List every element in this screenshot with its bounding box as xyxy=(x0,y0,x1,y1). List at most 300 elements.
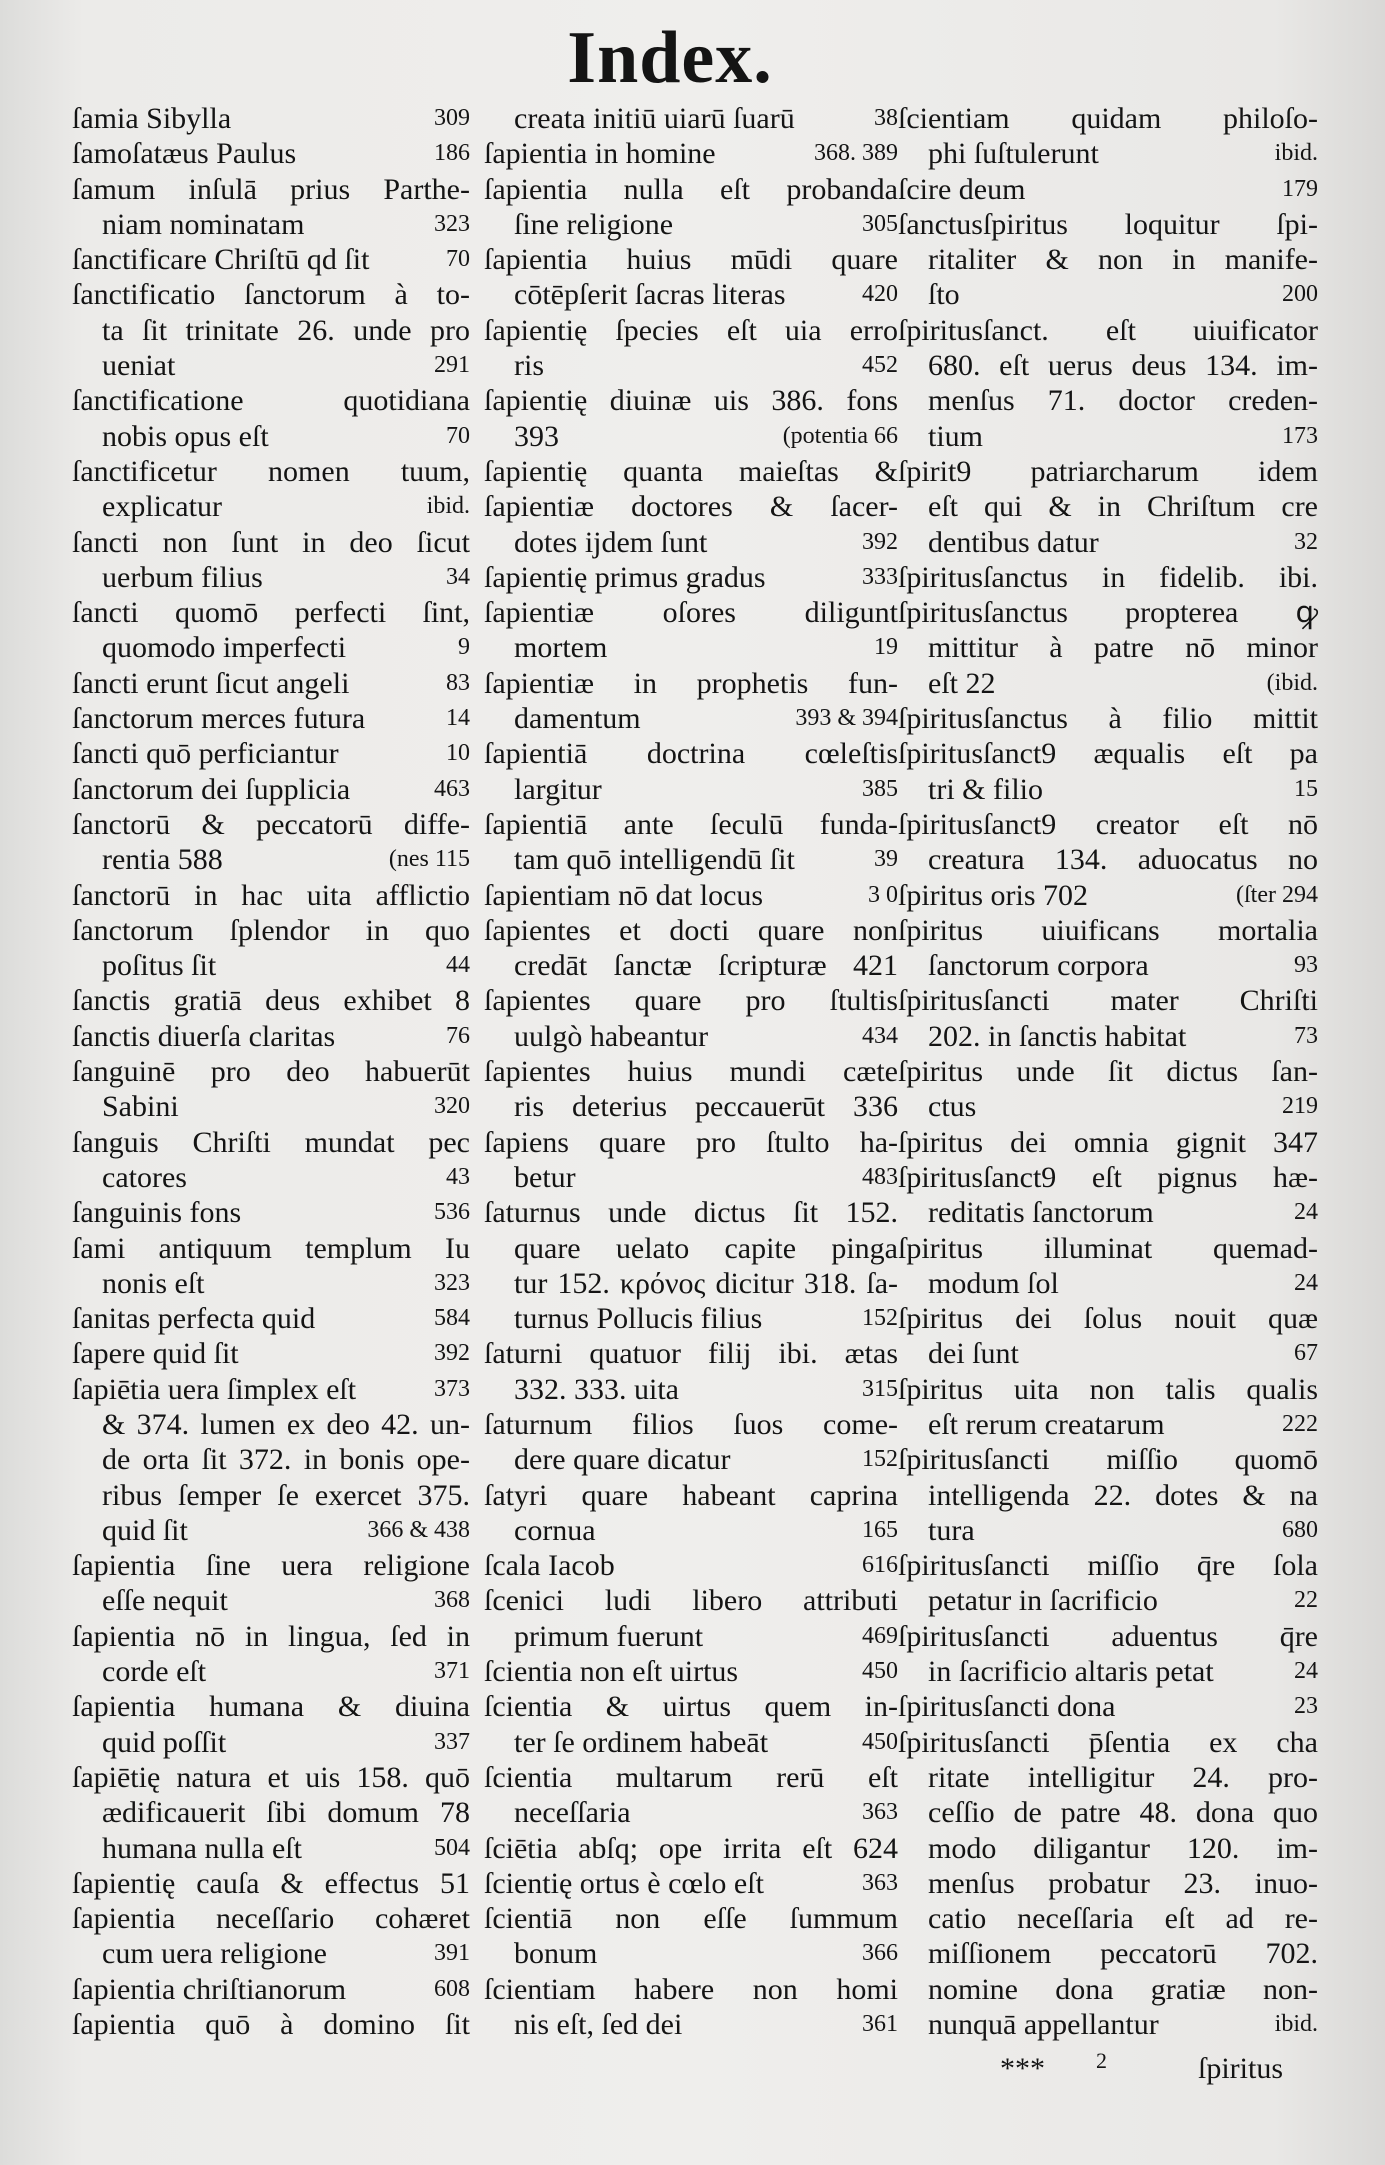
entry-text: de orta ſit 372. in bonis ope- xyxy=(102,1443,470,1477)
page-reference: (potentia 66 xyxy=(782,422,898,449)
page-reference: 391 xyxy=(434,1940,470,1967)
entry-text: ſpiritusſanctus à filio mittit xyxy=(898,702,1318,736)
entry-text: ctus xyxy=(928,1090,977,1124)
entry-text: tri & filio xyxy=(928,772,1043,806)
index-entry-line xyxy=(898,913,1318,948)
page-reference: 24 xyxy=(1294,1199,1318,1226)
page-reference: 363 xyxy=(862,1869,898,1896)
entry-text: betur xyxy=(514,1160,576,1194)
index-entry-line xyxy=(72,1195,470,1230)
index-entry-line xyxy=(72,1231,470,1266)
index-entry-line xyxy=(898,242,1318,277)
entry-text: ſancti quomō perfecti ſint, xyxy=(72,596,470,630)
page-reference: 76 xyxy=(446,1022,470,1049)
page-reference: 43 xyxy=(446,1163,470,1190)
entry-text: ſpiritusſancti miſſio q̄re ſola xyxy=(898,1549,1318,1583)
entry-text: ſcientia & uirtus quem in- xyxy=(484,1690,898,1724)
entry-text: ſpiritusſancti p̄ſentia ex cha xyxy=(898,1725,1318,1759)
index-entry-line xyxy=(72,101,470,136)
index-entry-line xyxy=(484,1831,898,1866)
entry-text: cōtēpſerit ſacras literas xyxy=(514,278,786,312)
index-entry-line xyxy=(72,1901,470,1936)
index-entry-line xyxy=(72,666,470,701)
index-entry-line xyxy=(898,842,1318,877)
entry-text: primum fuerunt xyxy=(514,1619,704,1653)
page-reference: 333 xyxy=(862,563,898,590)
page-reference: 19 xyxy=(874,634,898,661)
index-entry-line xyxy=(72,1654,470,1689)
entry-text: ſpiritus illuminat quemad- xyxy=(898,1231,1318,1265)
index-entry-line xyxy=(898,595,1318,630)
page-reference: 24 xyxy=(1294,1269,1318,1296)
entry-text: ſapiētię natura et uis 158. quō xyxy=(72,1760,470,1794)
page-reference: 39 xyxy=(874,846,898,873)
entry-text: ſanctificatio ſanctorum à to- xyxy=(72,278,470,312)
entry-text: ſapientię diuinæ uis 386. fons xyxy=(484,384,898,418)
entry-text: eſt qui & in Chriſtum cre xyxy=(928,490,1318,524)
entry-text: ſcientiam quidam philoſo- xyxy=(898,102,1318,135)
entry-text: ſapientia ſine uera religione xyxy=(72,1549,470,1583)
index-entry-line xyxy=(484,1195,898,1230)
page-reference: 22 xyxy=(1294,1587,1318,1614)
index-entry-line xyxy=(72,525,470,560)
index-entry-line xyxy=(898,525,1318,560)
page-reference: 469 xyxy=(862,1622,898,1649)
entry-text: ſamia Sibylla xyxy=(72,102,232,135)
index-entry-line xyxy=(484,1442,898,1477)
index-entry-line xyxy=(484,2007,898,2042)
entry-text: ſapientia nulla eſt probanda xyxy=(484,172,898,206)
entry-text: ſpiritusſanct. eſt uiuificator xyxy=(898,313,1318,347)
index-entry-line xyxy=(898,1619,1318,1654)
index-entry-line xyxy=(484,1654,898,1689)
entry-text: tam quō intelligendū ſit xyxy=(514,843,795,877)
entry-text: nunquā appellantur xyxy=(928,2008,1159,2042)
page-reference: 14 xyxy=(446,705,470,732)
page-reference: ibid. xyxy=(426,493,470,520)
index-entry-line xyxy=(898,207,1318,242)
index-entry-line xyxy=(898,136,1318,171)
page-reference: 337 xyxy=(434,1728,470,1755)
index-entry-line xyxy=(72,1336,470,1371)
entry-text: ſpiritus dei ſolus nouit quæ xyxy=(898,1302,1318,1336)
index-entry-line xyxy=(72,383,470,418)
entry-text: ris deterius peccauerūt 336 xyxy=(514,1090,898,1124)
entry-text: nobis opus eſt xyxy=(102,419,269,453)
page-reference: (ibid. xyxy=(1266,669,1318,696)
index-entry-line xyxy=(898,1442,1318,1477)
index-entry-line xyxy=(72,1301,470,1336)
index-entry-line xyxy=(898,1548,1318,1583)
index-entry-line xyxy=(898,1019,1318,1054)
index-entry-line xyxy=(484,630,898,665)
entry-text: ritaliter & non in manife- xyxy=(928,243,1318,277)
entry-text: creatura 134. aduocatus no xyxy=(928,843,1318,877)
index-entry-line xyxy=(898,489,1318,524)
entry-text: ſanctificetur nomen tuum, xyxy=(72,454,470,488)
page-reference: 309 xyxy=(434,105,470,131)
index-entry-line xyxy=(898,701,1318,736)
page-reference: 483 xyxy=(862,1163,898,1190)
index-entry-line xyxy=(72,1795,470,1830)
entry-text: quare uelato capite pinga xyxy=(514,1231,898,1265)
index-entry-line xyxy=(484,1619,898,1654)
index-entry-line xyxy=(484,1760,898,1795)
entry-text: ſapientię cauſa & effectus 51 xyxy=(72,1866,470,1900)
index-entry-line xyxy=(484,1301,898,1336)
entry-text: ueniat xyxy=(102,349,176,383)
page-reference: 392 xyxy=(434,1340,470,1367)
index-entry-line xyxy=(484,1972,898,2007)
page-reference: 173 xyxy=(1282,422,1318,449)
index-entry-line xyxy=(898,807,1318,842)
entry-text: tur 152. κρόνος dicitur 318. ſa- xyxy=(514,1266,898,1300)
index-entry-line xyxy=(484,913,898,948)
entry-text: ſcientia non eſt uirtus xyxy=(484,1655,739,1689)
index-entry-line xyxy=(72,1054,470,1089)
index-entry-line xyxy=(898,172,1318,207)
page-reference: 83 xyxy=(446,669,470,696)
index-entry-line xyxy=(484,1583,898,1618)
index-entry-line xyxy=(72,1513,470,1548)
index-entry-line xyxy=(484,595,898,630)
index-entry-line xyxy=(898,1372,1318,1407)
index-entry-line xyxy=(72,207,470,242)
index-entry-line xyxy=(898,1936,1318,1971)
entry-text: ſpiritusſancti dona xyxy=(898,1690,1116,1724)
page-reference: 165 xyxy=(862,1516,898,1543)
index-entry-line xyxy=(484,1336,898,1371)
index-entry-line xyxy=(484,1725,898,1760)
index-entry-line xyxy=(484,1513,898,1548)
index-entry-line xyxy=(72,913,470,948)
entry-text: ædificauerit ſibi domum 78 xyxy=(102,1796,470,1830)
entry-text: mittitur à patre nō minor xyxy=(928,631,1318,665)
entry-text: 202. in ſanctis habitat xyxy=(928,1019,1187,1053)
entry-text: ſcientia multarum rerū eſt xyxy=(484,1760,898,1794)
signature-number: 2 xyxy=(1096,2048,1107,2073)
index-entry-line xyxy=(72,595,470,630)
index-entry-line xyxy=(72,277,470,312)
entry-text: credāt ſanctæ ſcripturæ 421 xyxy=(514,949,898,983)
entry-text: dentibus datur xyxy=(928,525,1099,559)
page-reference: 373 xyxy=(434,1375,470,1402)
index-entry-line xyxy=(898,1266,1318,1301)
page-reference: 70 xyxy=(446,246,470,273)
index-entry-line xyxy=(72,1583,470,1618)
entry-text: ſapientiæ doctores & ſacer- xyxy=(484,490,898,524)
entry-text: ſapere quid ſit xyxy=(72,1337,239,1371)
page-reference: 323 xyxy=(434,1269,470,1296)
entry-text: petatur in ſacrificio xyxy=(928,1584,1158,1618)
page-reference: 200 xyxy=(1282,281,1318,308)
entry-text: 332. 333. uita xyxy=(514,1372,679,1406)
entry-text: ſcala Iacob xyxy=(484,1549,615,1583)
index-entry-line xyxy=(484,454,898,489)
entry-text: cornua xyxy=(514,1513,596,1547)
page-reference: (nes 115 xyxy=(388,846,470,873)
entry-text: ſapientia chriſtianorum xyxy=(72,1972,347,2006)
index-entry-line xyxy=(72,1089,470,1124)
index-entry-line xyxy=(484,666,898,701)
index-entry-line xyxy=(72,348,470,383)
index-entry-line xyxy=(72,172,470,207)
entry-text: ſatyri quare habeant caprina xyxy=(484,1478,898,1512)
index-entry-line xyxy=(898,1831,1318,1866)
entry-text: ris xyxy=(514,349,544,383)
entry-text: ſapientiæ oſores diligunt xyxy=(484,596,898,630)
index-entry-line xyxy=(898,1972,1318,2007)
page-reference: 152 xyxy=(862,1446,898,1473)
index-entry-line xyxy=(72,1936,470,1971)
page-reference: 504 xyxy=(434,1834,470,1861)
page-reference: 320 xyxy=(434,1093,470,1120)
entry-text: ſpiritusſanct9 æqualis eſt pa xyxy=(898,737,1318,771)
index-entry-line xyxy=(72,878,470,913)
entry-text: ſapientiam nō dat locus xyxy=(484,878,764,912)
index-entry-line xyxy=(898,383,1318,418)
entry-text: quid ſit xyxy=(102,1513,188,1547)
page-reference: 73 xyxy=(1294,1022,1318,1049)
index-entry-line xyxy=(898,772,1318,807)
index-entry-line xyxy=(72,983,470,1018)
index-entry-line xyxy=(484,842,898,877)
index-entry-line xyxy=(484,807,898,842)
page-reference: 305 xyxy=(862,210,898,237)
page-reference: 366 xyxy=(862,1940,898,1967)
page-reference: 371 xyxy=(434,1658,470,1685)
index-entry-line xyxy=(72,419,470,454)
index-entry-line xyxy=(484,489,898,524)
entry-text: ſanctis diuerſa claritas xyxy=(72,1019,336,1053)
index-entry-line xyxy=(484,1478,898,1513)
index-entry-line xyxy=(898,1760,1318,1795)
entry-text: explicatur xyxy=(102,490,222,524)
index-entry-line xyxy=(72,630,470,665)
entry-text: rentia 588 xyxy=(102,843,223,877)
index-entry-line xyxy=(484,1901,898,1936)
entry-text: ſpiritusſanctus propterea ꝙ xyxy=(898,596,1318,630)
entry-text: modum ſol xyxy=(928,1266,1059,1300)
index-entry-line xyxy=(898,101,1318,136)
entry-text: & 374. lumen ex deo 42. un- xyxy=(102,1407,470,1441)
entry-text: ſpiritus dei omnia gignit 347 xyxy=(898,1125,1318,1159)
entry-text: uulgò habeantur xyxy=(514,1019,709,1053)
entry-text: turnus Pollucis filius xyxy=(514,1302,763,1336)
index-column-3 xyxy=(898,101,1318,2042)
index-entry-line xyxy=(72,1548,470,1583)
page-reference: 536 xyxy=(434,1199,470,1226)
index-entry-line xyxy=(484,1160,898,1195)
entry-text: ſanctorum corpora xyxy=(928,949,1149,983)
entry-text: ſancti erunt ſicut angeli xyxy=(72,666,350,700)
page-reference: 10 xyxy=(446,740,470,767)
entry-text: nomine dona gratiæ non- xyxy=(928,1972,1318,2006)
entry-text: ſcenici ludi libero attributi xyxy=(484,1584,898,1618)
index-entry-line xyxy=(72,2007,470,2042)
page-reference: 392 xyxy=(862,528,898,555)
index-entry-line xyxy=(484,136,898,171)
entry-text: ſpiritus uita non talis qualis xyxy=(898,1372,1318,1406)
entry-text: ſapientia in homine xyxy=(484,137,716,171)
entry-text: mortem xyxy=(514,631,608,665)
index-entry-line xyxy=(898,1195,1318,1230)
entry-text: miſſionem peccatorū 702. xyxy=(928,1937,1318,1971)
page-reference: 361 xyxy=(862,2011,898,2038)
entry-text: dotes ijdem ſunt xyxy=(514,525,708,559)
index-entry-line xyxy=(484,948,898,983)
entry-text: niam nominatam xyxy=(102,207,305,241)
index-entry-line xyxy=(484,1795,898,1830)
entry-text: phi ſuſtulerunt xyxy=(928,137,1099,171)
index-entry-line xyxy=(72,948,470,983)
index-entry-line xyxy=(898,419,1318,454)
page-reference: 434 xyxy=(862,1022,898,1049)
index-entry-line xyxy=(484,1936,898,1971)
entry-text: ſanctorum merces futura xyxy=(72,702,366,736)
page-reference: 67 xyxy=(1294,1340,1318,1367)
entry-text: ſpirit9 patriarcharum idem xyxy=(898,454,1318,488)
index-entry-line xyxy=(72,454,470,489)
entry-text: quid poſſit xyxy=(102,1725,227,1759)
entry-text: ſcientiam habere non homi xyxy=(484,1972,898,2006)
entry-text: 393 xyxy=(514,419,559,453)
index-entry-line xyxy=(72,701,470,736)
page-reference: 179 xyxy=(1282,175,1318,202)
entry-text: damentum xyxy=(514,702,641,736)
entry-text: ſapientiæ in prophetis fun- xyxy=(484,666,898,700)
entry-text: ſcientiā non eſſe ſummum xyxy=(484,1902,898,1936)
page-reference: 44 xyxy=(446,952,470,979)
entry-text: neceſſaria xyxy=(514,1796,631,1830)
index-entry-line xyxy=(72,772,470,807)
index-entry-line xyxy=(484,1266,898,1301)
entry-text: bonum xyxy=(514,1937,598,1971)
index-entry-line xyxy=(484,242,898,277)
entry-text: cum uera religione xyxy=(102,1937,327,1971)
entry-text: ſapiens quare pro ſtulto ha- xyxy=(484,1125,898,1159)
entry-text: menſus 71. doctor creden- xyxy=(928,384,1318,418)
page-reference: 219 xyxy=(1282,1093,1318,1120)
index-entry-line xyxy=(484,313,898,348)
page-reference: 222 xyxy=(1282,1410,1318,1437)
catchword: ſpiritus xyxy=(1198,2052,1284,2085)
entry-text: ſanguinis fons xyxy=(72,1196,242,1230)
entry-text: menſus probatur 23. inuo- xyxy=(928,1866,1318,1900)
page-reference: 608 xyxy=(434,1975,470,2002)
entry-text: ſanctificatione quotidiana xyxy=(72,384,470,418)
entry-text: uerbum filius xyxy=(102,560,263,594)
entry-text: ſapientia neceſſario cohæret xyxy=(72,1902,470,1936)
entry-text: dei ſunt xyxy=(928,1337,1019,1371)
entry-text: ſapientes quare pro ſtultis xyxy=(484,984,898,1018)
page-reference: 186 xyxy=(434,140,470,167)
entry-text: nonis eſt xyxy=(102,1266,205,1300)
index-entry-line xyxy=(898,1513,1318,1548)
entry-text: largitur xyxy=(514,772,602,806)
entry-text: ſapientię ſpecies eſt uia erro xyxy=(484,313,898,347)
page-reference: 385 xyxy=(862,775,898,802)
page-reference: 393 & 394 xyxy=(795,705,898,732)
index-entry-line xyxy=(72,1478,470,1513)
entry-text: ſanitas perfecta quid xyxy=(72,1302,316,1336)
entry-text: modo diligantur 120. im- xyxy=(928,1831,1318,1865)
entry-text: catores xyxy=(102,1160,187,1194)
page-reference: 23 xyxy=(1294,1693,1318,1720)
index-entry-line xyxy=(484,983,898,1018)
index-entry-line xyxy=(72,736,470,771)
index-entry-line xyxy=(72,1831,470,1866)
entry-text: ſpiritus oris 702 xyxy=(898,878,1089,912)
page-reference: 463 xyxy=(434,775,470,802)
entry-text: ſpiritusſancti mater Chriſti xyxy=(898,984,1318,1018)
entry-text: eſt 22 xyxy=(928,666,996,700)
index-column-2 xyxy=(484,101,898,2042)
entry-text: ſapientia humana & diuina xyxy=(72,1690,470,1724)
entry-text: ritate intelligitur 24. pro- xyxy=(928,1760,1318,1794)
entry-text: ſami antiquum templum Iu xyxy=(72,1231,470,1265)
entry-text: ſcientię ortus è cœlo eſt xyxy=(484,1866,764,1900)
entry-text: creata initiū uiarū ſuarū xyxy=(514,102,795,135)
index-entry-line xyxy=(898,348,1318,383)
entry-text: corde eſt xyxy=(102,1655,207,1689)
index-entry-line xyxy=(72,1160,470,1195)
entry-text: ſine religione xyxy=(514,207,674,241)
index-entry-line xyxy=(72,1019,470,1054)
index-entry-line xyxy=(898,1901,1318,1936)
entry-text: ſapientia nō in lingua, ſed in xyxy=(72,1619,470,1653)
page-reference: 323 xyxy=(434,210,470,237)
index-entry-line xyxy=(898,1336,1318,1371)
index-entry-line xyxy=(898,313,1318,348)
page-title: Index. xyxy=(567,17,773,99)
page-reference: ibid. xyxy=(1274,2011,1318,2038)
entry-text: 680. eſt uerus deus 134. im- xyxy=(928,349,1318,383)
entry-text: ſaturnus unde dictus ſit 152. xyxy=(484,1196,898,1230)
index-entry-line xyxy=(898,1054,1318,1089)
index-entry-line xyxy=(72,1619,470,1654)
entry-text: ſanctis gratiā deus exhibet 8 xyxy=(72,984,470,1018)
index-entry-line xyxy=(898,1583,1318,1618)
entry-text: ter ſe ordinem habeāt xyxy=(514,1725,769,1759)
index-entry-line xyxy=(898,560,1318,595)
index-entry-line xyxy=(484,383,898,418)
index-entry-line xyxy=(898,1654,1318,1689)
index-entry-line xyxy=(72,136,470,171)
index-entry-line xyxy=(484,207,898,242)
entry-text: ſpiritusſanct9 eſt pignus hæ- xyxy=(898,1160,1318,1194)
entry-text: ribus ſemper ſe exercet 375. xyxy=(102,1478,470,1512)
index-entry-line xyxy=(898,878,1318,913)
index-entry-line xyxy=(72,1689,470,1724)
entry-text: ſanctorū & peccatorū diffe- xyxy=(72,807,470,841)
index-entry-line xyxy=(898,1725,1318,1760)
index-entry-line xyxy=(72,807,470,842)
index-entry-line xyxy=(484,1019,898,1054)
entry-text: quomodo imperfecti xyxy=(102,631,347,665)
index-entry-line xyxy=(898,1231,1318,1266)
entry-text: eſt rerum creatarum xyxy=(928,1407,1165,1441)
index-entry-line xyxy=(484,101,898,136)
page-reference: 420 xyxy=(862,281,898,308)
index-entry-line xyxy=(898,1125,1318,1160)
index-entry-line xyxy=(72,1407,470,1442)
page-reference: 450 xyxy=(862,1658,898,1685)
page-reference: ibid. xyxy=(1274,140,1318,167)
entry-text: ſto xyxy=(928,278,960,312)
index-entry-line xyxy=(484,1689,898,1724)
entry-text: ceſſio de patre 48. dona quo xyxy=(928,1796,1318,1830)
